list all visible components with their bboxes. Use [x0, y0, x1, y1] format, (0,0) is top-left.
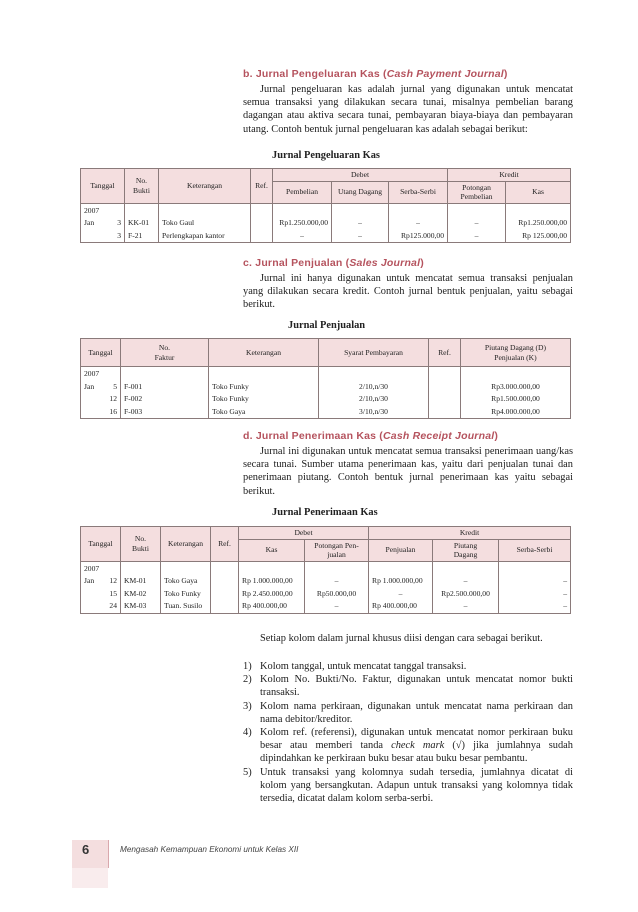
table-row: 3 F-21 Perlengkapan kantor – – Rp125.000,00 – Rp 125.000,00: [81, 230, 571, 243]
table-row: 24 KM-03 Tuan. Susilo Rp 400.000,00 – Rp 400.000,00 – –: [81, 600, 571, 613]
col-serba-serbi: Serba-Serbi: [499, 539, 571, 561]
section-c-heading: c. Jurnal Penjualan (Sales Journal): [243, 257, 424, 269]
col-penjualan: Penjualan: [369, 539, 433, 561]
col-no-bukti: No. Bukti: [125, 169, 159, 204]
page-number-strip: [72, 868, 108, 888]
list-item: 1) Kolom tanggal, untuk mencatat tanggal transaksi.: [243, 661, 467, 672]
column-explanation-list: [243, 660, 573, 805]
list-item: 2) Kolom No. Bukti/No. Faktur, digunakan untuk mencatat nomor bukti transaksi.: [243, 674, 573, 699]
col-no-bukti: No. Bukti: [121, 527, 161, 562]
col-piutang-penjualan: Piutang Dagang (D) Penjualan (K): [461, 339, 571, 367]
sales-journal-table: [80, 338, 571, 419]
section-d-paragraph: Jurnal ini digunakan untuk mencatat semua transaksi penerimaan uang/kas secara tunai. Sumber utama penerimaan kas, yaitu dari penjualan tunai dan penerimaan piutang. Contoh bentuk jurnal penerimaan kas yaitu sebagai berikut.: [243, 446, 573, 497]
section-b-heading: b. Jurnal Pengeluaran Kas (Cash Payment Journal): [243, 68, 508, 80]
page-number: 6: [82, 842, 90, 857]
col-pembelian: Pembelian: [273, 181, 332, 203]
table-year: 2007: [81, 561, 121, 575]
col-keterangan: Keterangan: [159, 169, 251, 204]
col-potongan-pembelian: Potongan Pembelian: [448, 181, 506, 203]
col-ref: Ref.: [429, 339, 461, 367]
table-year: 2007: [81, 367, 121, 381]
col-debet: Debet: [239, 527, 369, 540]
table-row: 12 F-002 Toko Funky 2/10,n/30 Rp1.500.000,00: [81, 393, 571, 406]
table-row: Jan 5 F-001 Toko Funky 2/10,n/30 Rp3.000.000,00: [81, 381, 571, 394]
col-debet: Debet: [273, 169, 448, 182]
col-kredit: Kredit: [448, 169, 571, 182]
sales-table-title: Jurnal Penjualan: [288, 320, 366, 331]
col-piutang-dagang: Piutang Dagang: [433, 539, 499, 561]
col-kas: Kas: [506, 181, 571, 203]
cash-receipt-table-title: Jurnal Penerimaan Kas: [272, 507, 378, 518]
col-tanggal: Tanggal: [81, 527, 121, 562]
col-ref: Ref.: [211, 527, 239, 562]
closing-intro: Setiap kolom dalam jurnal khusus diisi dengan cara sebagai berikut.: [260, 633, 543, 644]
table-row: 16 F-003 Toko Gaya 3/10,n/30 Rp4.000.000,00: [81, 406, 571, 419]
col-keterangan: Keterangan: [209, 339, 319, 367]
cash-payment-table-title: Jurnal Pengeluaran Kas: [272, 150, 380, 161]
section-b-paragraph: Jurnal pengeluaran kas adalah jurnal yang digunakan untuk mencatat semua transaksi yang dilakukan secara tunai, misalnya pembelian barang dagangan atau aktiva secara tunai, pembayaran biaya-biaya dan pembayaran utang. Contoh bentuk jurnal pengeluaran kas adalah sebagai berikut:: [243, 84, 573, 135]
col-keterangan: Keterangan: [161, 527, 211, 562]
col-tanggal: Tanggal: [81, 169, 125, 204]
col-ref: Ref.: [251, 169, 273, 204]
col-potongan-penjualan: Potongan Pen- jualan: [305, 539, 369, 561]
table-year: 2007: [81, 203, 125, 217]
col-kredit: Kredit: [369, 527, 571, 540]
table-row: Jan 3 KK-01 Toko Gaul Rp1.250.000,00 – – – Rp1.250.000,00: [81, 217, 571, 230]
col-no-faktur: No. Faktur: [121, 339, 209, 367]
footer-divider: [108, 840, 109, 868]
col-utang-dagang: Utang Dagang: [332, 181, 389, 203]
list-item: 4) Kolom ref. (referensi), digunakan untuk mencatat nomor perkiraan buku besar atau memberi tanda check mark (√) jika jumlahnya sudah dipindahkan ke perkiraan buku besar atau buku besar pembantu.: [243, 727, 573, 765]
col-tanggal: Tanggal: [81, 339, 121, 367]
page-number-box: [72, 840, 108, 868]
list-item: 3) Kolom nama perkiraan, digunakan untuk mencatat nama perkiraan dan nama debitor/kreditor.: [243, 700, 573, 725]
section-c-paragraph: Jurnal ini hanya digunakan untuk mencatat semua transaksi penjualan yang dilakukan secara kredit. Contoh jurnal bentuk penjualan, yaitu sebagai berikut.: [243, 273, 573, 311]
col-syarat: Syarat Pembayaran: [319, 339, 429, 367]
col-serba-serbi: Serba-Serbi: [389, 181, 448, 203]
cash-payment-journal-table: [80, 168, 571, 243]
book-title: Mengasah Kemampuan Ekonomi untuk Kelas XII: [120, 845, 299, 854]
table-row: 15 KM-02 Toko Funky Rp 2.450.000,00 Rp50.000,00 – Rp2.500.000,00 –: [81, 588, 571, 601]
section-d-heading: d. Jurnal Penerimaan Kas (Cash Receipt Journal): [243, 430, 499, 442]
list-item: 5) Untuk transaksi yang kolomnya sudah tersedia, jumlahnya dicatat di kolom yang bersangkutan. Adapun untuk transaksi yang kolomnya tidak tersedia, dicatat dalam kolom serba-serbi.: [243, 766, 573, 805]
cash-receipt-journal-table: [80, 526, 571, 614]
table-row: Jan 12 KM-01 Toko Gaya Rp 1.000.000,00 – Rp 1.000.000,00 – –: [81, 575, 571, 588]
col-kas: Kas: [239, 539, 305, 561]
